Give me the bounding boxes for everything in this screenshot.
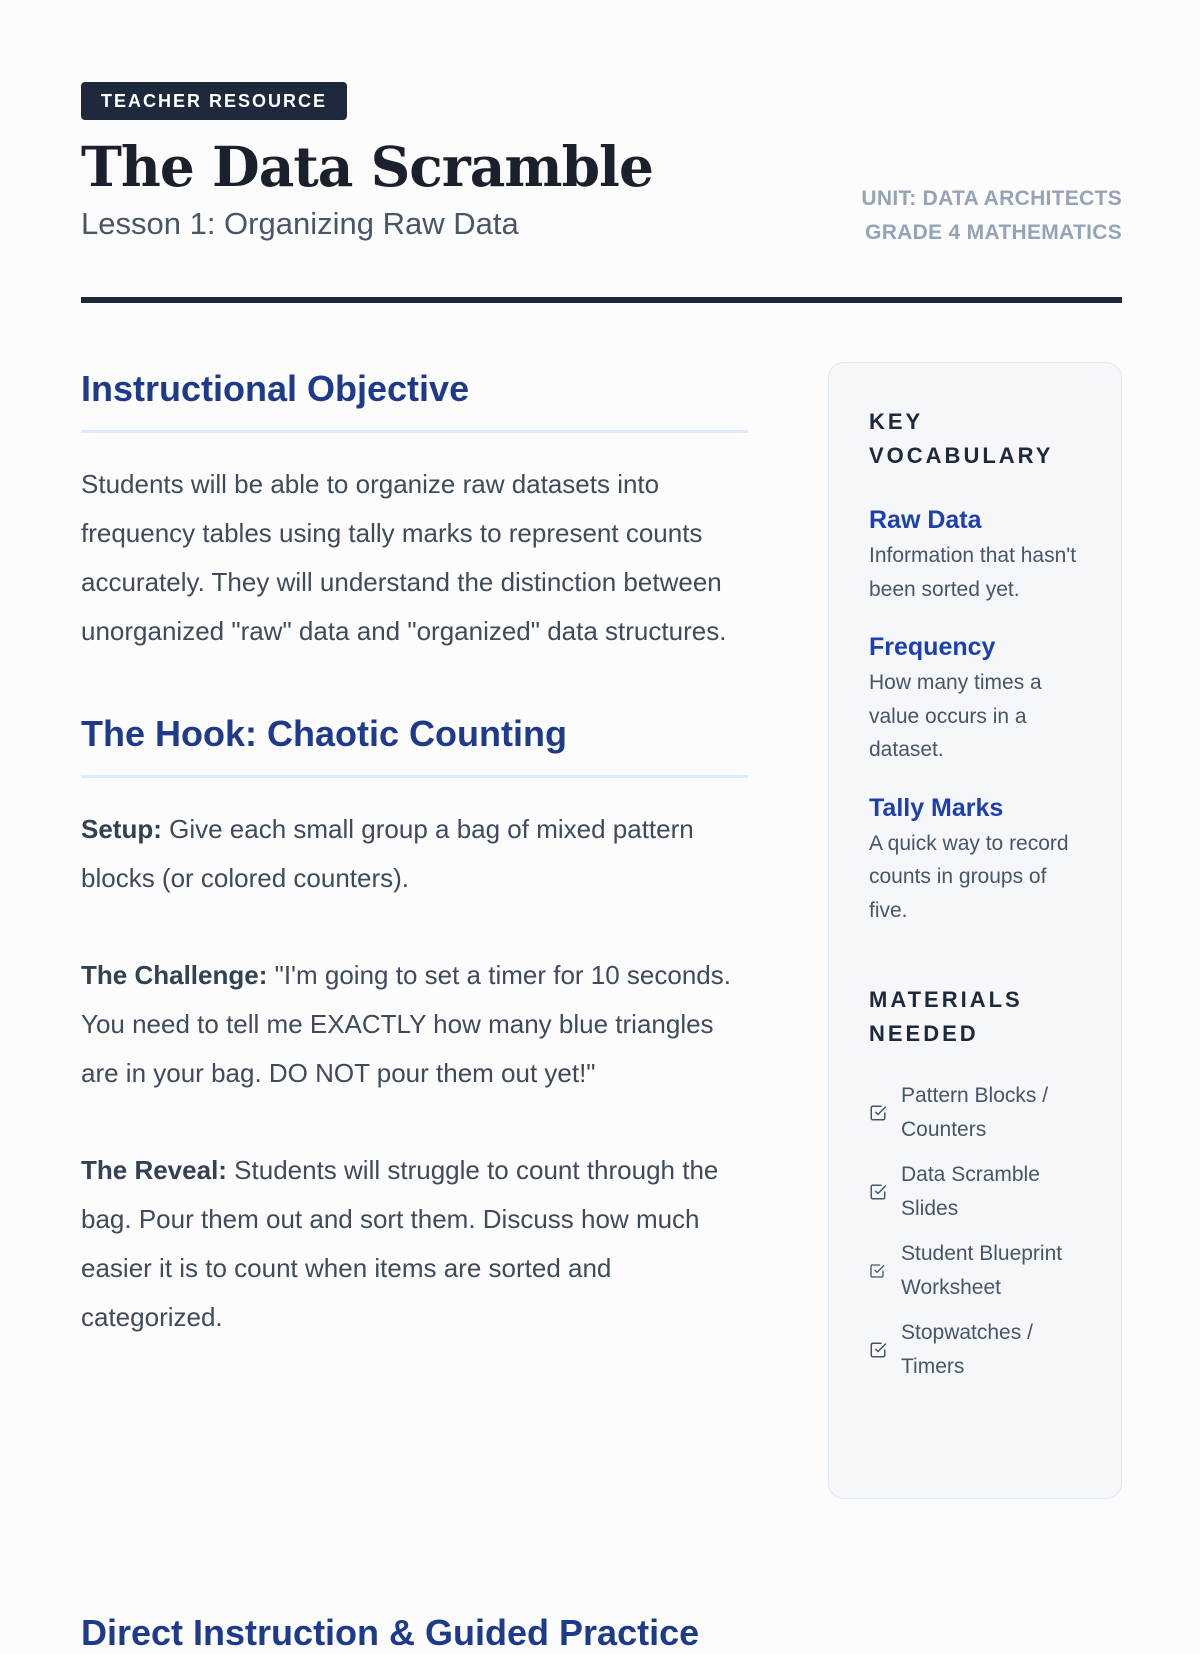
vocab-term: Frequency <box>869 633 996 661</box>
vocab-item <box>869 632 1081 767</box>
page-title: The Data Scramble <box>81 134 653 199</box>
material-item <box>869 1079 1081 1146</box>
material-label: Student Blueprint Worksheet <box>901 1242 1063 1299</box>
vocab-definition: How many times a value occurs in a dataset. <box>869 671 1042 761</box>
vocab-item <box>869 505 1081 606</box>
vocabulary-heading: KEY VOCABULARY <box>869 409 1054 468</box>
hook-challenge-text: "I'm going to set a timer for 10 seconds. You need to tell me EXACTLY how many blue triangles are in your bag. DO NOT pour them out yet!" <box>81 960 731 1089</box>
grade-label: GRADE 4 MATHEMATICS <box>865 221 1122 244</box>
lesson-header <box>81 82 1122 303</box>
material-item <box>869 1237 1081 1304</box>
hook-section <box>81 712 748 1342</box>
hook-reveal-text: Students will struggle to count through the bag. Pour them out and sort them. Discuss how much easier it is to count when items are sorted and categorized. <box>81 1155 719 1333</box>
vocab-term: Tally Marks <box>869 793 1004 822</box>
objective-text: Students will be able to organize raw datasets into frequency tables using tally marks to represent counts accurately. They will understand the distinction between unorganized "raw" data and "organized" data structures. <box>81 469 727 647</box>
vocab-item <box>869 793 1081 928</box>
main-content <box>81 367 748 1342</box>
objective-heading: Instructional Objective <box>81 367 748 433</box>
objective-section <box>81 367 748 656</box>
checkbox-icon <box>869 1341 889 1359</box>
lesson-subtitle: Lesson 1: Organizing Raw Data <box>81 206 519 241</box>
material-item <box>869 1316 1081 1383</box>
hook-setup-paragraph <box>81 805 748 903</box>
vocabulary-list <box>869 505 1081 927</box>
hook-reveal-label: The Reveal: <box>81 1155 227 1186</box>
hook-setup-label: Setup: <box>81 814 162 845</box>
material-label: Stopwatches / Timers <box>901 1321 1033 1378</box>
sidebar-panel <box>828 362 1122 1499</box>
unit-meta <box>861 182 1122 250</box>
materials-heading: MATERIALS NEEDED <box>869 987 1023 1046</box>
vocab-term: Raw Data <box>869 506 982 534</box>
vocab-definition: A quick way to record counts in groups of five. <box>869 831 1069 922</box>
checkbox-icon <box>869 1183 889 1201</box>
material-label: Data Scramble Slides <box>901 1163 1040 1220</box>
hook-challenge-paragraph <box>81 951 748 1098</box>
checkbox-icon <box>869 1263 889 1279</box>
hook-reveal-paragraph <box>81 1146 748 1342</box>
hook-challenge-label: The Challenge: <box>81 960 268 991</box>
checkbox-icon <box>869 1104 889 1122</box>
vocab-definition: Information that hasn't been sorted yet. <box>869 544 1077 601</box>
material-item <box>869 1158 1081 1225</box>
hook-heading: The Hook: Chaotic Counting <box>81 712 748 778</box>
unit-label: UNIT: DATA ARCHITECTS <box>861 187 1122 210</box>
lesson-page <box>81 82 1122 1653</box>
direct-instruction-heading: Direct Instruction & Guided Practice <box>81 1611 700 1653</box>
materials-list <box>869 1079 1081 1383</box>
resource-badge: TEACHER RESOURCE <box>81 82 347 120</box>
material-label: Pattern Blocks / Counters <box>901 1084 1049 1141</box>
hook-setup-text: Give each small group a bag of mixed pattern blocks (or colored counters). <box>81 814 694 894</box>
